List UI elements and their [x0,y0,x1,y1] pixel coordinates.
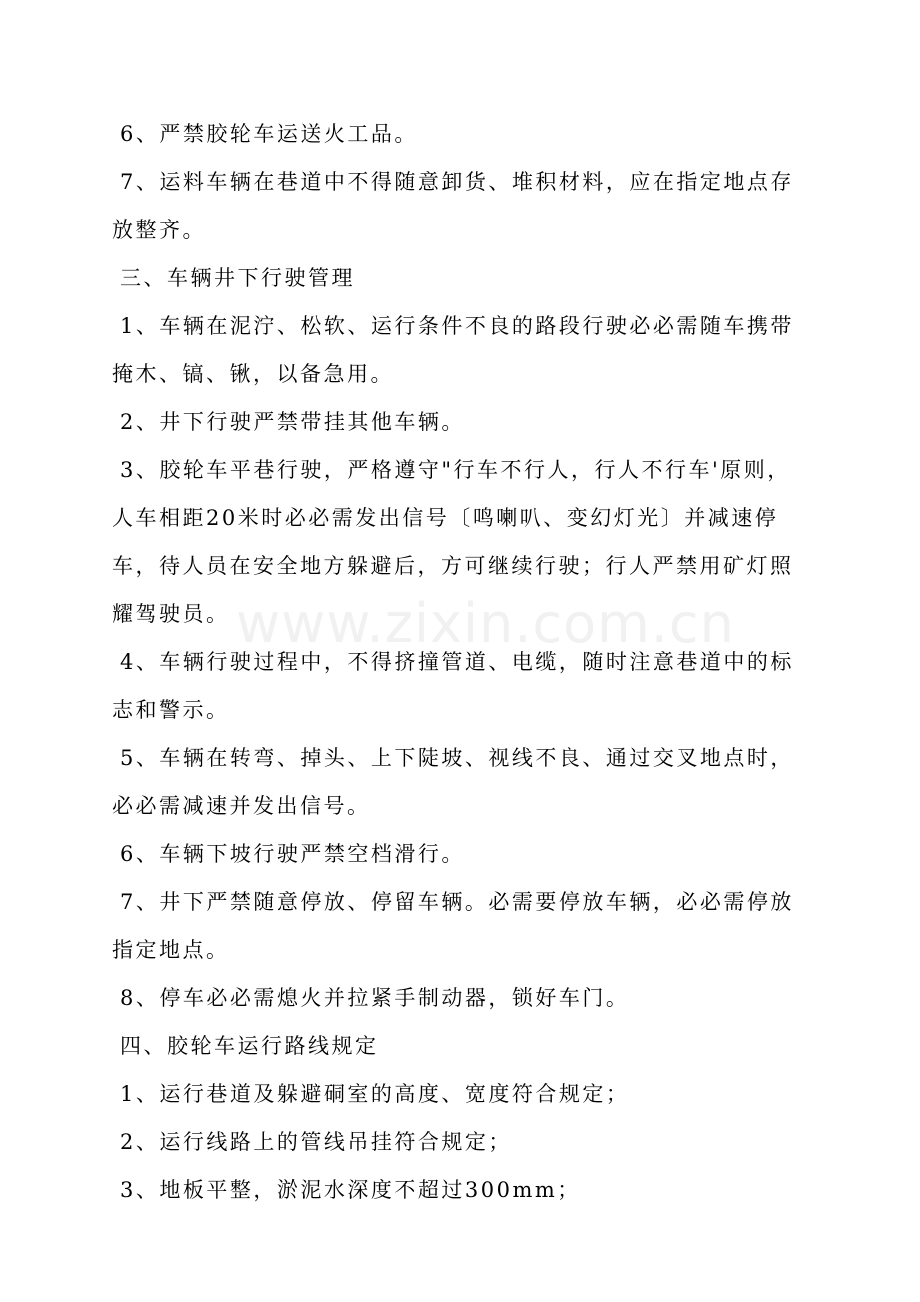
document-body [112,110,812,1214]
paragraph-driving-7: 7、井下严禁随意停放、停留车辆。必需要停放车辆，必必需停放指定地点。 [112,890,794,962]
paragraph-driving-4: 4、车辆行驶过程中，不得挤撞管道、电缆，随时注意巷道中的标志和警示。 [112,650,794,722]
paragraph-driving-3: 3、胶轮车平巷行驶，严格遵守"行车不行人，行人不行车'原则，人车相距20米时必必需发出信号〔鸣喇叭、变幻灯光〕并减速停车，待人员在安全地方躲避后，方可继续行驶；行人严禁用矿灯照耀驾驶员。 [112,458,794,626]
section-heading-3: 三、车辆井下行驶管理 [120,266,355,290]
paragraph-rule-7-unloading: 7、运料车辆在巷道中不得随意卸货、堆积材料，应在指定地点存放整齐。 [112,170,794,242]
paragraph-route-1: 1、运行巷道及躲避硐室的高度、宽度符合规定； [120,1082,630,1106]
paragraph-route-3: 3、地板平整，淤泥水深度不超过300mm； [120,1178,581,1202]
paragraph-driving-8: 8、停车必必需熄火并拉紧手制动器，锁好车门。 [120,986,630,1010]
paragraph-driving-6: 6、车辆下坡行驶严禁空档滑行。 [120,842,465,866]
paragraph-driving-5: 5、车辆在转弯、掉头、上下陡坡、视线不良、通过交叉地点时，必必需减速并发出信号。 [112,746,794,818]
paragraph-driving-1: 1、车辆在泥泞、松软、运行条件不良的路段行驶必必需随车携带掩木、镐、锹，以备急用。 [112,314,794,386]
paragraph-route-2: 2、运行线路上的管线吊挂符合规定； [120,1130,512,1154]
paragraph-driving-2: 2、井下行驶严禁带挂其他车辆。 [120,410,465,434]
section-heading-4: 四、胶轮车运行路线规定 [120,1034,379,1058]
paragraph-rule-6-explosives: 6、严禁胶轮车运送火工品。 [120,122,418,146]
watermark: www.zixin.com.cn [236,592,735,655]
